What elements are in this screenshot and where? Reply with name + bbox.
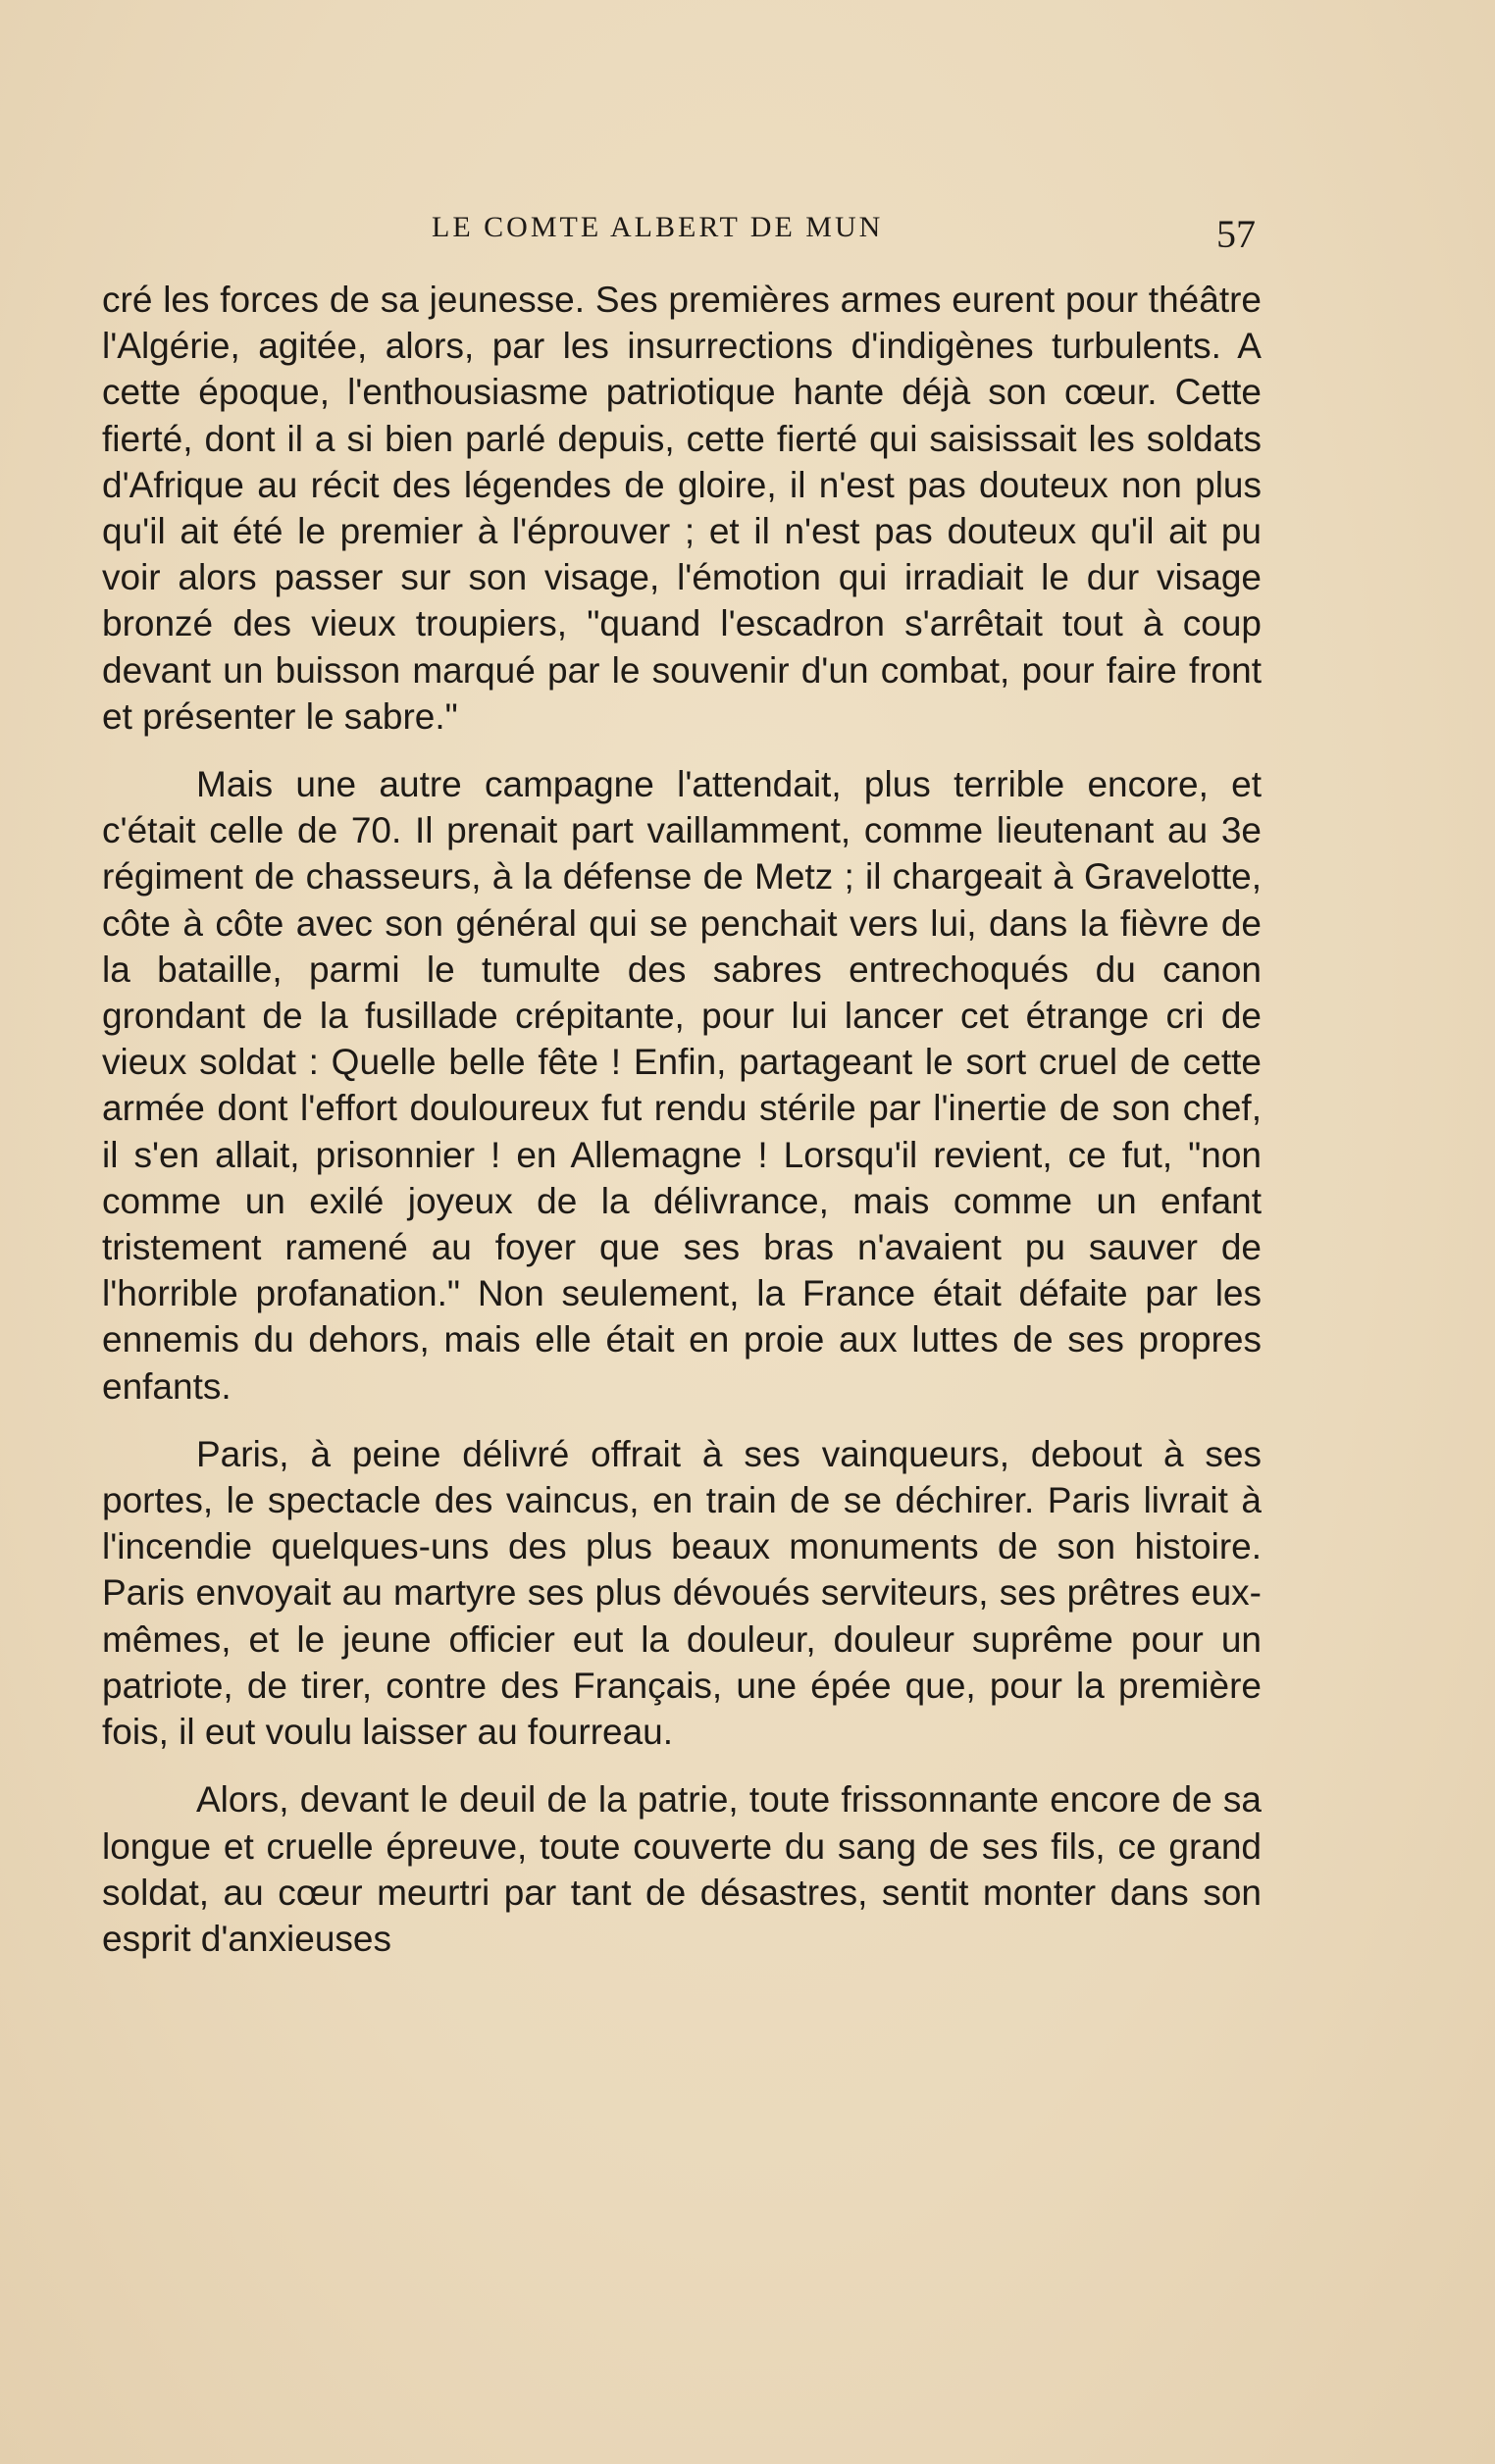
running-title: LE COMTE ALBERT DE MUN (432, 211, 884, 243)
paragraph-3: Paris, à peine délivré offrait à ses vainqueurs, debout à ses portes, le spectacle des vaincus, en train de se déchirer. Paris livrait à l'incendie quelques-uns des plus beaux monuments de son histoire. Paris envoyait au martyre ses plus dévoués serviteurs, ses prêtres eux-mêmes, et le jeune officier eut la douleur, douleur suprême pour un patriote, de tirer, contre des Français, une épée que, pour la première fois, il eut voulu laisser au fourreau. (102, 1433, 1262, 1753)
paragraph-2: Mais une autre campagne l'attendait, plus terrible encore, et c'était celle de 70. Il prenait part vaillamment, comme lieutenant au 3e régiment de chasseurs, à la défense de Metz ; il chargeait à Gravelotte, côte à côte avec son général qui se penchait vers lui, dans la fièvre de la bataille, parmi le tumulte des sabres entrechoqués du canon grondant de la fusillade crépitante, pour lui lancer cet étrange cri de vieux soldat : Quelle belle fête ! Enfin, partageant le sort cruel de cette armée dont l'effort douloureux fut rendu stérile par l'inertie de son chef, il s'en allait, prisonnier ! en Allemagne ! Lorsqu'il revient, ce fut, "non comme un exilé joyeux de la délivrance, mais comme un enfant tristement ramené au foyer que ses bras n'avaient pu sauver de l'horrible profanation." Non seulement, la France était défaite par les ennemis du dehors, mais elle était en proie aux luttes de ses propres enfants. (102, 764, 1262, 1407)
body-text (102, 277, 1262, 1962)
paragraph-1: cré les forces de sa jeunesse. Ses premières armes eurent pour théâtre l'Algérie, agitée, alors, par les insurrections d'indigènes turbulents. A cette époque, l'enthousiasme patriotique hante déjà son cœur. Cette fierté, dont il a si bien parlé depuis, cette fierté qui saisissait les soldats d'Afrique au récit des légendes de gloire, il n'est pas douteux non plus qu'il ait été le premier à l'éprouver ; et il n'est pas douteux qu'il ait pu voir alors passer sur son visage, l'émotion qui irradiait le dur visage bronzé des vieux troupiers, "quand l'escadron s'arrêtait tout à coup devant un buisson marqué par le souvenir d'un combat, pour faire front et présenter le sabre." (102, 280, 1262, 737)
page-number: 57 (1216, 212, 1256, 256)
running-header (0, 208, 1495, 257)
paragraph-4: Alors, devant le deuil de la patrie, toute frissonnante encore de sa longue et cruelle épreuve, toute couverte du sang de ses fils, ce grand soldat, au cœur meurtri par tant de désastres, sentit monter dans son esprit d'anxieuses (102, 1779, 1262, 1959)
